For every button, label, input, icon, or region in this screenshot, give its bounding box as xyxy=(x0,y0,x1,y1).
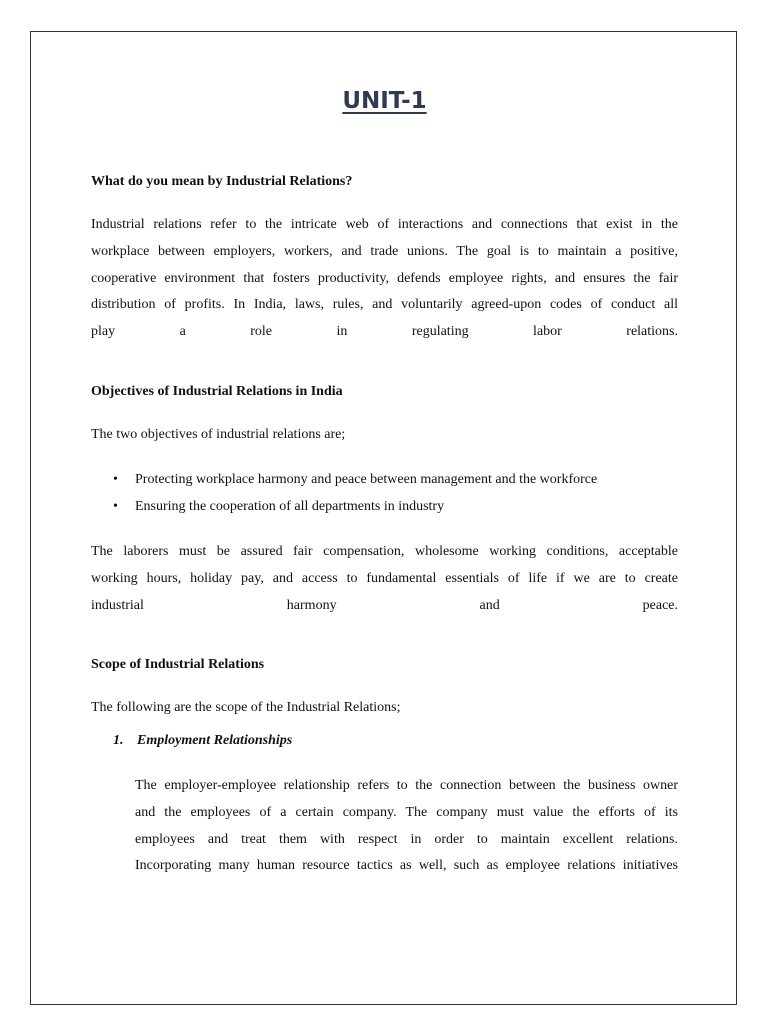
text-line: Incorporating many human resource tactics as well, such as employee relations initiatives xyxy=(135,858,678,874)
text-line: and the employees of a certain company. The company must value the efforts of its xyxy=(135,804,678,820)
list-item xyxy=(91,466,678,493)
text-line: distribution of profits. In India, laws, rules, and voluntarily agreed-upon codes of conduct all xyxy=(91,297,678,313)
text-line: cooperative environment that fosters productivity, defends employee rights, and ensures the fair xyxy=(91,270,678,286)
bullet-icon: • xyxy=(113,472,118,487)
text-line: The employer-employee relationship refers to the connection between the business owner xyxy=(135,778,678,793)
paragraph-laborers xyxy=(91,539,678,619)
paragraph-employment-relationships xyxy=(135,772,678,879)
paragraph-definition xyxy=(91,212,678,346)
text-line: play a role in regulating labor relations. xyxy=(91,324,678,340)
section-heading-objectives: Objectives of Industrial Relations in India xyxy=(91,384,343,399)
section-heading-industrial-relations: What do you mean by Industrial Relations? xyxy=(91,174,353,189)
item-number: 1. xyxy=(113,733,124,748)
item-title: Employment Relationships xyxy=(137,733,293,748)
text-line: employees and treat them with respect in order to maintain excellent relations. xyxy=(135,831,678,847)
page-title: UNIT-1 xyxy=(342,88,427,114)
text-line: Industrial relations refer to the intricate web of interactions and connections that exist in the xyxy=(91,217,678,232)
text-line: The following are the scope of the Industrial Relations; xyxy=(91,700,401,715)
text-line: The two objectives of industrial relations are; xyxy=(91,427,346,442)
bullet-icon: • xyxy=(113,499,118,514)
numbered-item-employment-relationships xyxy=(113,731,292,751)
text-line: The laborers must be assured fair compensation, wholesome working conditions, acceptable xyxy=(91,544,678,559)
list-item-text: Ensuring the cooperation of all departments in industry xyxy=(135,499,445,514)
list-item xyxy=(91,493,678,520)
scope-intro xyxy=(91,695,678,722)
objectives-intro xyxy=(91,422,678,449)
objectives-bullet-list xyxy=(91,466,678,520)
text-line: industrial harmony and peace. xyxy=(91,597,678,613)
section-heading-scope: Scope of Industrial Relations xyxy=(91,657,265,672)
text-line: workplace between employers, workers, and trade unions. The goal is to maintain a positive, xyxy=(91,243,678,259)
list-item-text: Protecting workplace harmony and peace between management and the workforce xyxy=(135,472,598,487)
text-line: working hours, holiday pay, and access to fundamental essentials of life if we are to create xyxy=(91,570,678,586)
